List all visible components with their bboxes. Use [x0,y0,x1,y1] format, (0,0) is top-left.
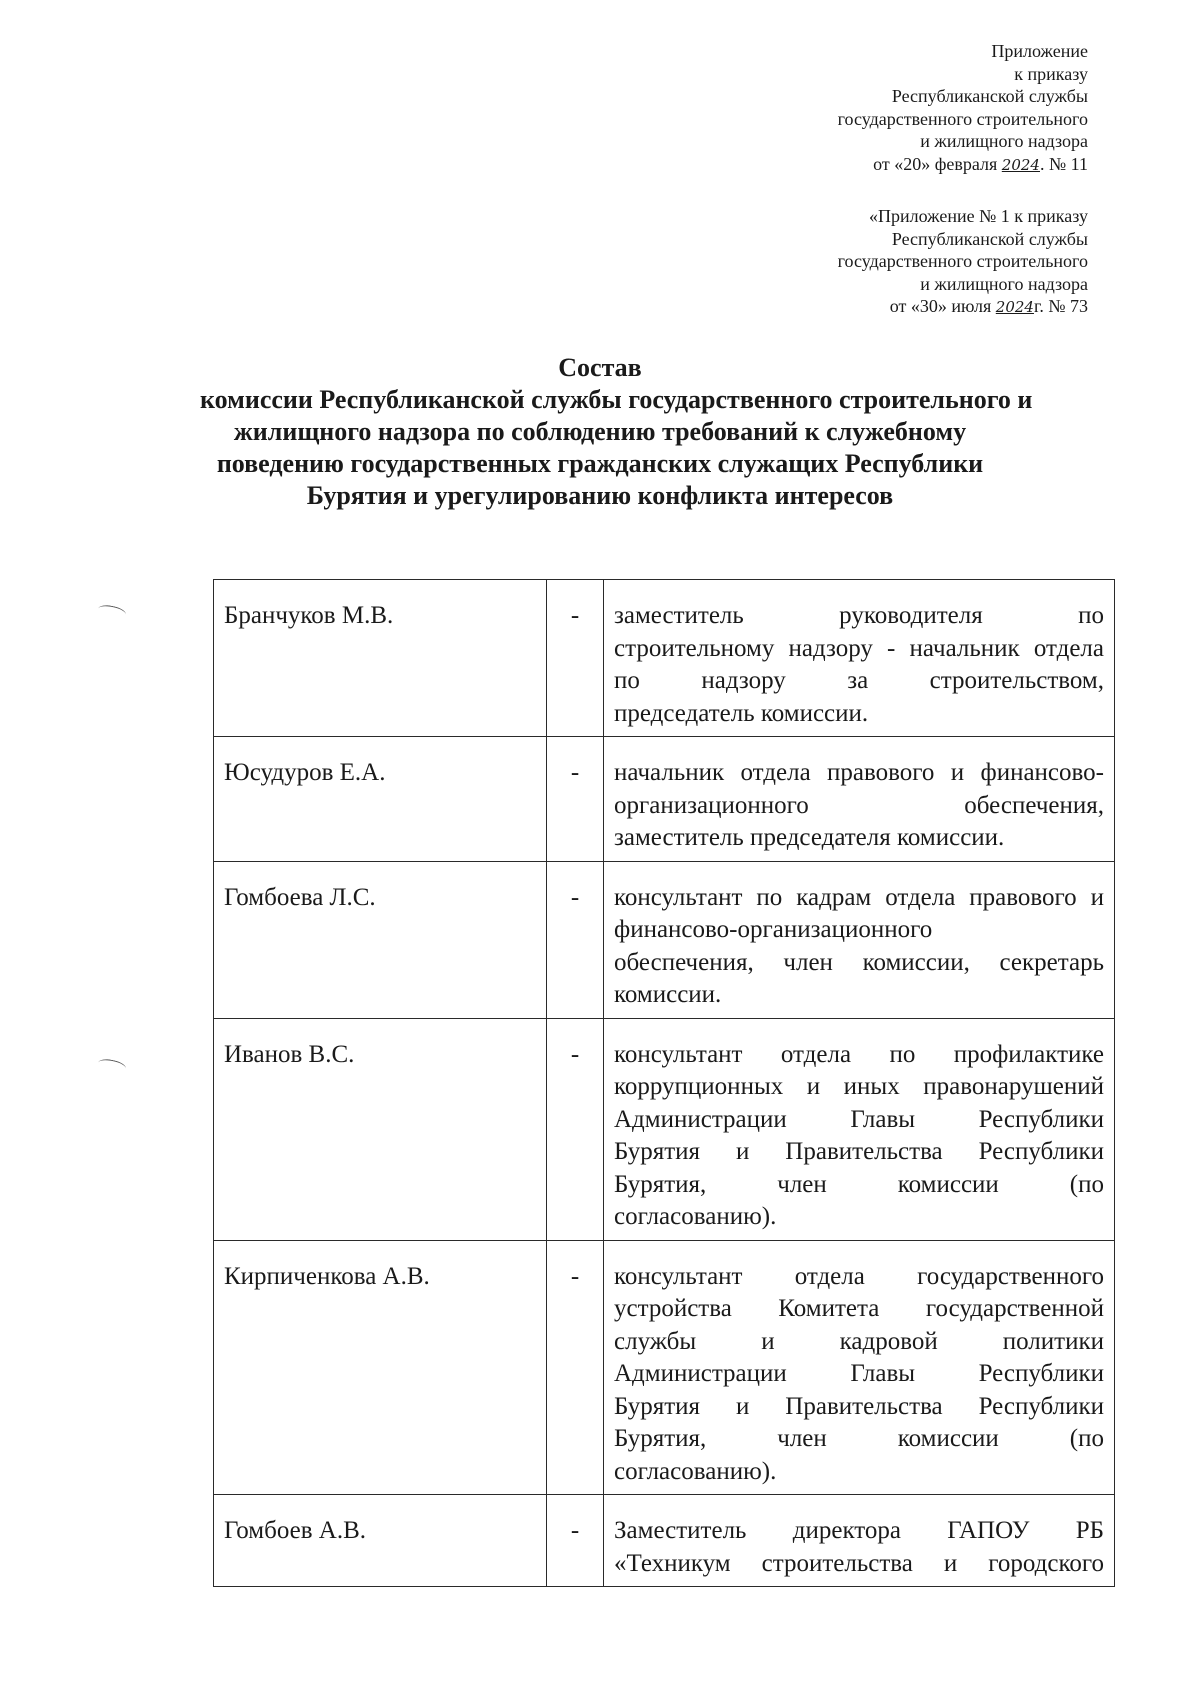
date-suffix: г. № 73 [1033,296,1088,316]
member-role [604,1495,1115,1587]
separator-dash: - [547,861,604,1018]
title-heading: Состав [558,353,642,382]
member-role [604,580,1115,737]
member-name: Бранчуков М.В. [214,580,547,737]
commission-members-table [213,579,1115,1587]
role-line: председатель комиссии. [614,699,869,727]
subtitle-line: Бурятия и урегулированию конфликта интересов [306,481,894,510]
members-table-body [214,580,1115,1587]
handwritten-year: 2024 [1001,155,1040,174]
role-line: консультант по кадрам отдела правового и [614,883,1104,911]
member-role [604,861,1115,1018]
role-line: финансово-организационного [614,916,933,943]
member-role [604,1018,1115,1240]
role-line: Администрации Главы Республики [614,1105,1104,1133]
subtitle-line: поведению государственных гражданских служащих Республики [216,449,984,478]
role-line: Администрации Главы Республики [614,1360,1104,1387]
role-line: обеспечения, член комиссии, секретарь [614,948,1104,976]
role-line: Бурятия и Правительства Республики [614,1138,1104,1165]
role-line: «Техникум строительства и городского [614,1549,1104,1577]
role-line: согласованию). [614,1203,777,1230]
appendix-date-line [668,153,1088,177]
role-line: Заместитель директора ГАПОУ РБ [614,1517,1104,1544]
handwritten-year: 2024 [995,298,1034,316]
table-row [214,861,1115,1018]
appendix-line: Республиканской службы [891,86,1088,106]
appendix-line: Республиканской службы [891,228,1088,249]
table-row [214,1495,1115,1587]
subtitle-line: жилищного надзора по соблюдению требований к служебному [233,417,967,446]
role-line: заместитель председателя комиссии. [614,824,1005,851]
separator-dash: - [547,580,604,737]
role-line: службы и кадровой политики [614,1327,1104,1355]
appendix-order-2 [668,205,1088,319]
role-line: начальник отдела правового и финансово- [614,759,1104,786]
table-row [214,580,1115,737]
date-prefix: от «30» июля [889,296,992,316]
appendix-line: к приказу [1014,63,1088,84]
appendix-line: и жилищного надзора [920,273,1088,294]
member-name: Иванов В.С. [214,1018,547,1240]
appendix-line: и жилищного надзора [920,131,1088,151]
role-line: организационного обеспечения, [614,791,1104,819]
member-role [604,737,1115,862]
appendix-order-1 [668,40,1088,176]
role-line: устройства Комитета государственной [614,1295,1104,1322]
hole-punch-mark [97,1057,127,1074]
role-line: консультант отдела государственного [614,1262,1104,1290]
role-line: строительному надзору - начальник отдела [614,634,1104,662]
table-row [214,1018,1115,1240]
separator-dash: - [547,737,604,862]
separator-dash: - [547,1240,604,1495]
member-name: Гомбоева Л.С. [214,861,547,1018]
role-line: Бурятия, член комиссии (по [614,1170,1104,1198]
role-line: заместитель руководителя по [614,602,1104,629]
member-name: Юсудуров Е.А. [214,737,547,862]
appendix-line: государственного строительного [837,108,1088,129]
date-suffix: . № 11 [1039,153,1088,174]
role-line: Бурятия, член комиссии (по [614,1425,1104,1452]
role-line: консультант отдела по профилактике [614,1040,1104,1068]
appendix-line: «Приложение № 1 к приказу [869,206,1088,226]
member-name: Гомбоев А.В. [214,1495,547,1587]
table-row [214,1240,1115,1495]
role-line: согласованию). [614,1457,777,1485]
subtitle-line: комиссии Республиканской службы государственного строительного и [200,385,1033,414]
role-line: по надзору за строительством, [614,667,1104,694]
separator-dash: - [547,1495,604,1587]
role-line: коррупционных и иных правонарушений [614,1073,1104,1100]
appendix-date-line [668,295,1088,319]
date-prefix: от «20» февраля [873,153,998,174]
member-role [604,1240,1115,1495]
member-name: Кирпиченкова А.В. [214,1240,547,1495]
appendix-line: государственного строительного [837,251,1088,271]
separator-dash: - [547,1018,604,1240]
hole-punch-mark [97,603,127,620]
document-title [200,352,1033,512]
role-line: Бурятия и Правительства Республики [614,1392,1104,1420]
appendix-line: Приложение [991,41,1088,61]
table-row [214,737,1115,862]
role-line: комиссии. [614,981,722,1008]
